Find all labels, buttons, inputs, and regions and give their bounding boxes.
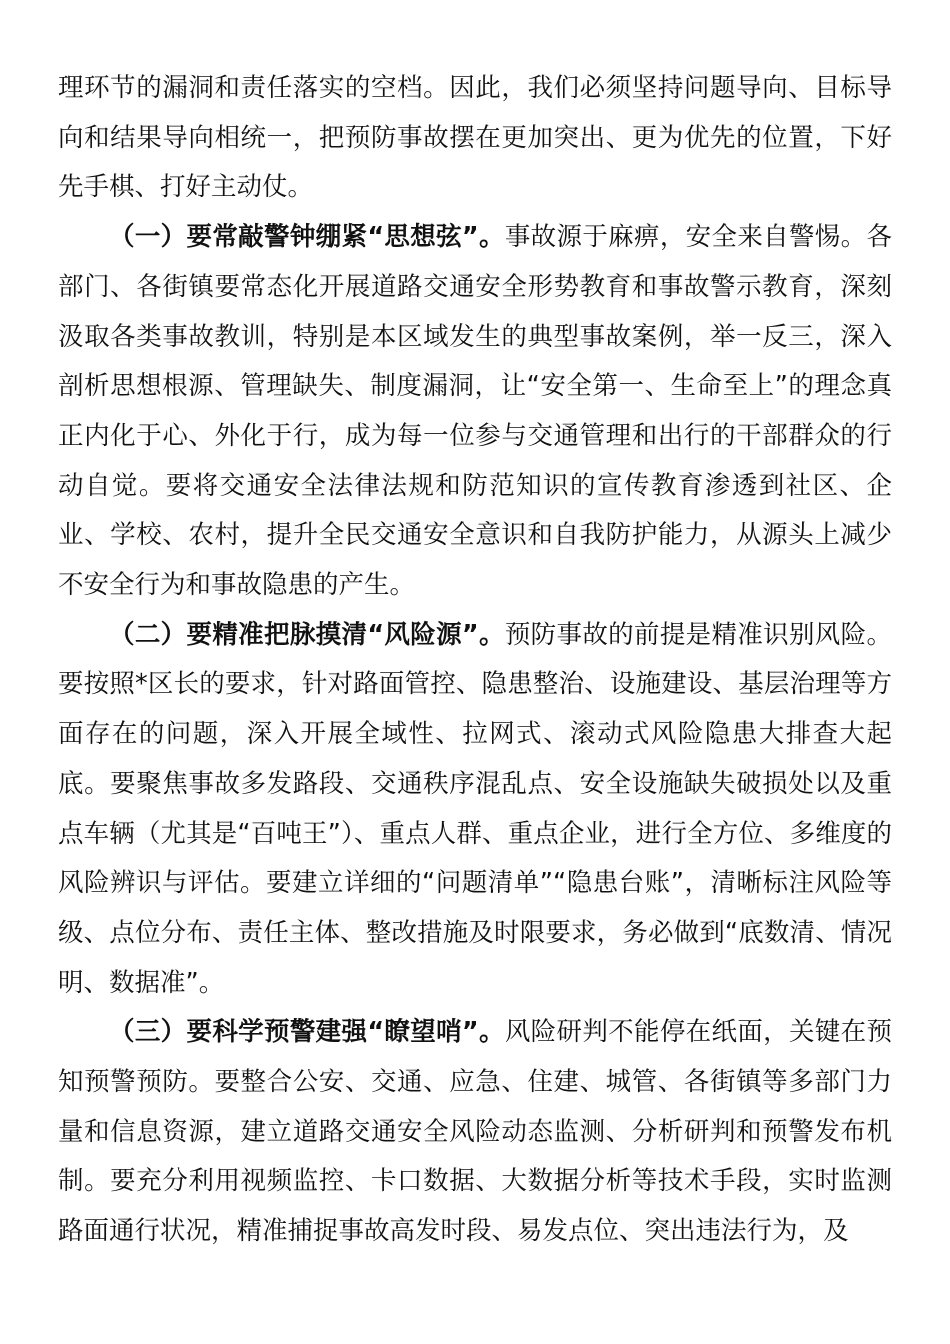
section-heading: （三）要科学预警建强“瞭望哨”。 — [109, 1017, 505, 1048]
paragraph-section-2 — [58, 611, 892, 1009]
section-heading: （一）要常敲警钟绷紧“思想弦”。 — [109, 222, 505, 253]
document-body — [58, 64, 892, 1257]
paragraph-text: 预防事故的前提是精准识别风险。要按照*区长的要求，针对路面管控、隐患整治、设施建设、基层治理等方面存在的问题，深入开展全域性、拉网式、滚动式风险隐患大排查大起底。要聚焦事故多发路段、交通秩序混乱点、安全设施缺失破损处以及重点车辆（尤其是“百吨王”）、重点人群、重点企业，进行全方位、多维度的风险辨识与评估。要建立详细的“问题清单”“隐患台账”，清晰标注风险等级、点位分布、责任主体、整改措施及时限要求，务必做到“底数清、情况明、数据准”。 — [58, 619, 892, 998]
paragraph-section-1 — [58, 213, 892, 611]
section-heading: （二）要精准把脉摸清“风险源”。 — [109, 619, 505, 650]
paragraph-continuation — [58, 64, 892, 213]
paragraph-section-3 — [58, 1008, 892, 1257]
paragraph-text: 理环节的漏洞和责任落实的空档。因此，我们必须坚持问题导向、目标导向和结果导向相统一，把预防事故摆在更加突出、更为优先的位置，下好先手棋、打好主动仗。 — [58, 73, 892, 203]
paragraph-text: 事故源于麻痹，安全来自警惕。各部门、各街镇要常态化开展道路交通安全形势教育和事故警示教育，深刻汲取各类事故教训，特别是本区域发生的典型事故案例，举一反三，深入剖析思想根源、管理缺失、制度漏洞，让“安全第一、生命至上”的理念真正内化于心、外化于行，成为每一位参与交通管理和出行的干部群众的行动自觉。要将交通安全法律法规和防范知识的宣传教育渗透到社区、企业、学校、农村，提升全民交通安全意识和自我防护能力，从源头上减少不安全行为和事故隐患的产生。 — [58, 222, 892, 601]
paragraph-text: 风险研判不能停在纸面，关键在预知预警预防。要整合公安、交通、应急、住建、城管、各街镇等多部门力量和信息资源，建立道路交通安全风险动态监测、分析研判和预警发布机制。要充分利用视频监控、卡口数据、大数据分析等技术手段，实时监测路面通行状况，精准捕捉事故高发时段、易发点位、突出违法行为，及 — [58, 1017, 892, 1247]
